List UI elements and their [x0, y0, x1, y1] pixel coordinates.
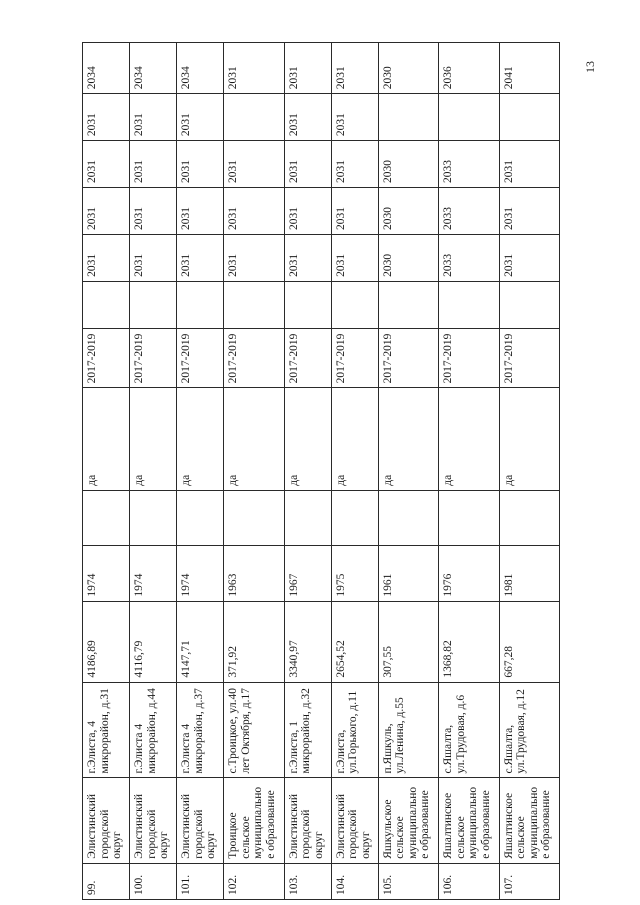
- empty-cell: [378, 281, 438, 328]
- year-built-cell: 1963: [224, 546, 284, 601]
- address-cell: г.Элиста, 1 микрорайон, д.32: [284, 682, 331, 778]
- empty-cell: [499, 281, 559, 328]
- period-cell: 2017-2019: [130, 328, 177, 388]
- address-cell: г.Элиста 4 микрорайон, д.37: [177, 682, 224, 778]
- empty-cell: [284, 490, 331, 545]
- address-cell: г.Элиста, ул.Горького, д.11: [331, 682, 378, 778]
- empty-cell: [284, 281, 331, 328]
- municipality-cell: Яшалтинское сельское муниципальное образование: [439, 778, 499, 863]
- area-cell: 4116,79: [130, 601, 177, 682]
- row-number: 104.: [331, 863, 378, 899]
- year-cell: 2031: [224, 141, 284, 188]
- year-cell: 2030: [378, 43, 438, 94]
- year-cell: [378, 94, 438, 141]
- year-cell: 2031: [83, 188, 130, 235]
- capital-repair-cell: да: [224, 388, 284, 490]
- year-cell: 2031: [177, 188, 224, 235]
- year-cell: 2031: [130, 188, 177, 235]
- address-cell: с.Троицкое, ул.40 лет Октября, д.17: [224, 682, 284, 778]
- year-cell: 2031: [130, 94, 177, 141]
- year-cell: [439, 94, 499, 141]
- year-cell: [499, 94, 559, 141]
- empty-cell: [331, 281, 378, 328]
- table-body: [83, 43, 560, 900]
- empty-cell: [439, 490, 499, 545]
- row-number: 100.: [130, 863, 177, 899]
- year-cell: 2031: [331, 234, 378, 281]
- row-number: 102.: [224, 863, 284, 899]
- row-number: 99.: [83, 863, 130, 899]
- row-number: 103.: [284, 863, 331, 899]
- year-cell: 2030: [378, 141, 438, 188]
- empty-cell: [331, 490, 378, 545]
- period-cell: 2017-2019: [83, 328, 130, 388]
- capital-repair-cell: да: [499, 388, 559, 490]
- year-cell: 2034: [130, 43, 177, 94]
- year-cell: 2031: [224, 188, 284, 235]
- year-cell: 2031: [499, 141, 559, 188]
- table-row: [331, 43, 378, 900]
- capital-repair-cell: да: [83, 388, 130, 490]
- year-cell: 2031: [177, 94, 224, 141]
- capital-repair-cell: да: [378, 388, 438, 490]
- page-number: 13: [583, 61, 597, 73]
- municipality-cell: Элистинский городской округ: [83, 778, 130, 863]
- empty-cell: [224, 281, 284, 328]
- year-cell: [224, 94, 284, 141]
- year-built-cell: 1967: [284, 546, 331, 601]
- address-cell: п.Яшкуль, ул.Ленина, д.55: [378, 682, 438, 778]
- empty-cell: [224, 490, 284, 545]
- area-cell: 4147,71: [177, 601, 224, 682]
- year-cell: 2033: [439, 188, 499, 235]
- area-cell: 2654,52: [331, 601, 378, 682]
- table-row: [499, 43, 559, 900]
- area-cell: 3340,97: [284, 601, 331, 682]
- empty-cell: [439, 281, 499, 328]
- year-cell: 2031: [331, 43, 378, 94]
- year-built-cell: 1974: [130, 546, 177, 601]
- table-row: [378, 43, 438, 900]
- empty-cell: [83, 281, 130, 328]
- year-cell: 2041: [499, 43, 559, 94]
- address-cell: с.Яшалта, ул.Трудовая, д.6: [439, 682, 499, 778]
- address-cell: г.Элиста, 4 микрорайон, д.31: [83, 682, 130, 778]
- year-cell: 2031: [284, 94, 331, 141]
- empty-cell: [177, 490, 224, 545]
- year-cell: 2031: [224, 234, 284, 281]
- address-cell: с.Яшалта, ул.Трудовая, д.12: [499, 682, 559, 778]
- year-built-cell: 1974: [177, 546, 224, 601]
- period-cell: 2017-2019: [284, 328, 331, 388]
- row-number: 107.: [499, 863, 559, 899]
- table-row: [284, 43, 331, 900]
- address-cell: г.Элиста 4 микрорайон, д.44: [130, 682, 177, 778]
- year-cell: 2031: [130, 234, 177, 281]
- year-cell: 2031: [499, 234, 559, 281]
- table-row: [130, 43, 177, 900]
- year-cell: 2034: [177, 43, 224, 94]
- year-cell: 2030: [378, 234, 438, 281]
- year-cell: 2031: [83, 141, 130, 188]
- empty-cell: [130, 281, 177, 328]
- capital-repair-cell: да: [284, 388, 331, 490]
- row-number: 106.: [439, 863, 499, 899]
- year-cell: 2031: [130, 141, 177, 188]
- empty-cell: [130, 490, 177, 545]
- area-cell: 1368,82: [439, 601, 499, 682]
- empty-cell: [177, 281, 224, 328]
- municipality-cell: Элистинский городской округ: [177, 778, 224, 863]
- capital-repair-cell: да: [130, 388, 177, 490]
- year-cell: 2033: [439, 141, 499, 188]
- period-cell: 2017-2019: [439, 328, 499, 388]
- period-cell: 2017-2019: [499, 328, 559, 388]
- area-cell: 667,28: [499, 601, 559, 682]
- municipality-cell: Троицкое сельское муниципальное образование: [224, 778, 284, 863]
- empty-cell: [83, 490, 130, 545]
- municipality-cell: Яшалтинское сельское муниципальное образование: [499, 778, 559, 863]
- year-cell: 2031: [83, 234, 130, 281]
- year-cell: 2031: [284, 141, 331, 188]
- year-cell: 2036: [439, 43, 499, 94]
- registry-table-wrapper: [82, 42, 560, 900]
- empty-cell: [378, 490, 438, 545]
- capital-repair-cell: да: [331, 388, 378, 490]
- capital-repair-cell: да: [177, 388, 224, 490]
- year-built-cell: 1976: [439, 546, 499, 601]
- year-built-cell: 1975: [331, 546, 378, 601]
- row-number: 105.: [378, 863, 438, 899]
- municipality-cell: Элистинский городской округ: [284, 778, 331, 863]
- year-cell: 2031: [331, 188, 378, 235]
- year-cell: 2034: [83, 43, 130, 94]
- table-row: [224, 43, 284, 900]
- year-built-cell: 1974: [83, 546, 130, 601]
- year-cell: 2030: [378, 188, 438, 235]
- area-cell: 307,55: [378, 601, 438, 682]
- period-cell: 2017-2019: [177, 328, 224, 388]
- year-cell: 2031: [284, 188, 331, 235]
- year-cell: 2031: [284, 234, 331, 281]
- registry-table: [82, 42, 560, 900]
- year-cell: 2031: [83, 94, 130, 141]
- year-cell: 2031: [331, 141, 378, 188]
- year-cell: 2031: [177, 141, 224, 188]
- period-cell: 2017-2019: [224, 328, 284, 388]
- municipality-cell: Элистинский городской округ: [130, 778, 177, 863]
- period-cell: 2017-2019: [378, 328, 438, 388]
- municipality-cell: Яшкульское сельское муниципальное образование: [378, 778, 438, 863]
- year-cell: 2031: [331, 94, 378, 141]
- year-cell: 2031: [177, 234, 224, 281]
- capital-repair-cell: да: [439, 388, 499, 490]
- table-row: [177, 43, 224, 900]
- year-built-cell: 1981: [499, 546, 559, 601]
- year-cell: 2031: [224, 43, 284, 94]
- year-cell: 2031: [499, 188, 559, 235]
- row-number: 101.: [177, 863, 224, 899]
- year-cell: 2031: [284, 43, 331, 94]
- period-cell: 2017-2019: [331, 328, 378, 388]
- year-built-cell: 1961: [378, 546, 438, 601]
- table-row: [83, 43, 130, 900]
- area-cell: 371,92: [224, 601, 284, 682]
- table-row: [439, 43, 499, 900]
- area-cell: 4186,89: [83, 601, 130, 682]
- empty-cell: [499, 490, 559, 545]
- municipality-cell: Элистинский городской округ: [331, 778, 378, 863]
- year-cell: 2033: [439, 234, 499, 281]
